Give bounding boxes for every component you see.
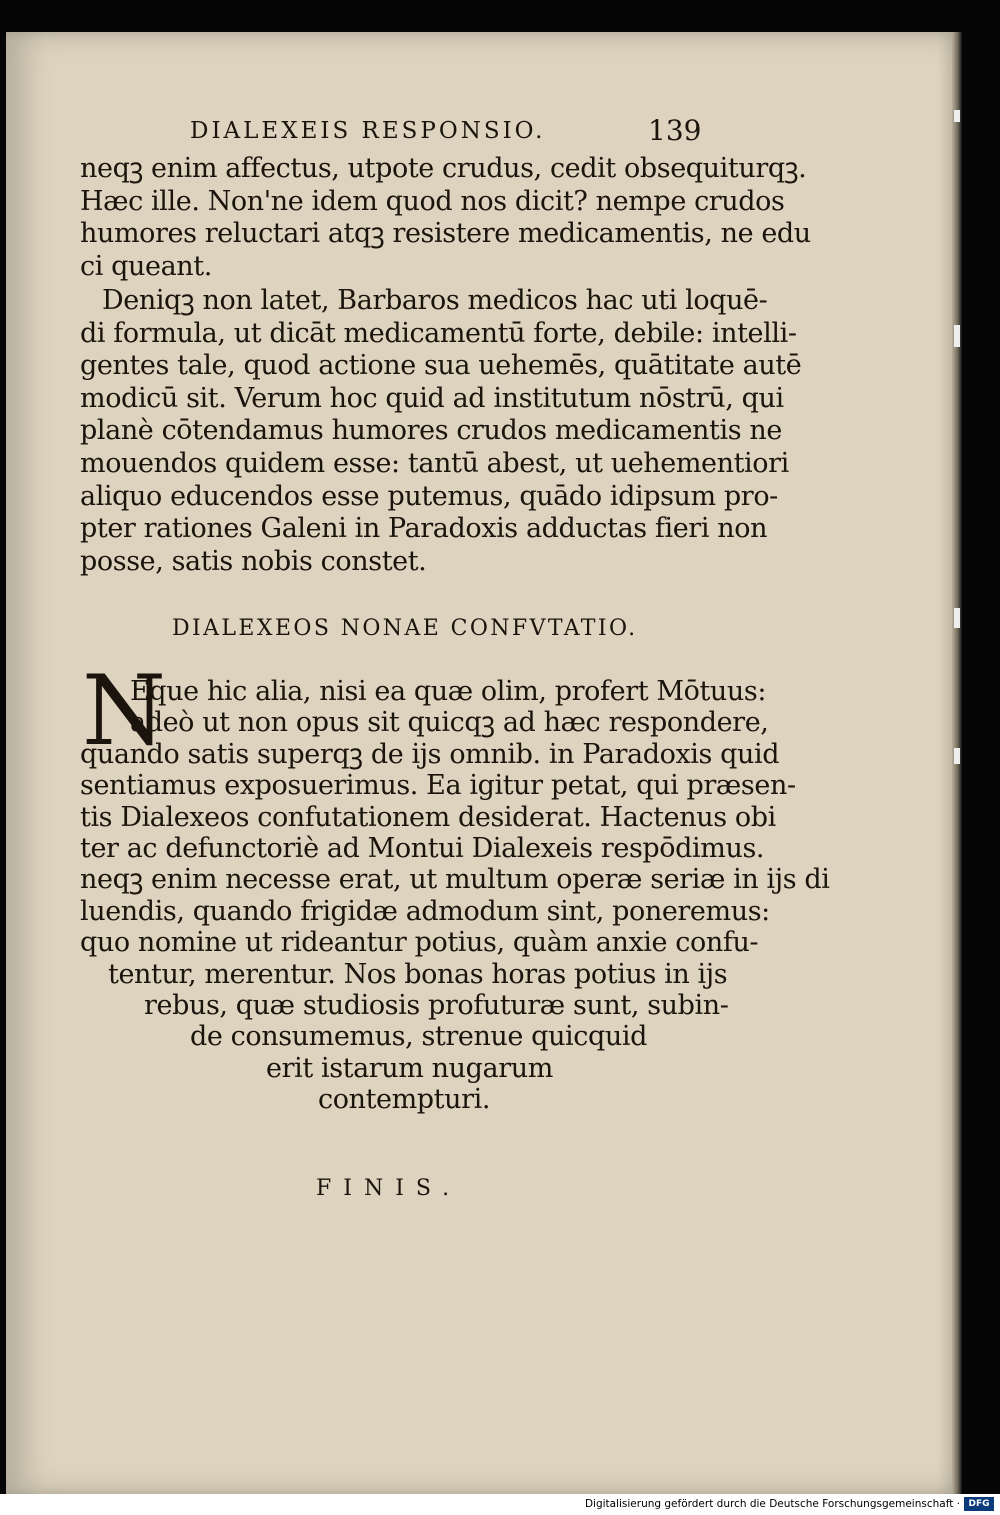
text-line: ter ac defunctoriè ad Montui Dialexeis respōdimus.: [80, 832, 765, 864]
text-line: erit istarum nugarum: [266, 1052, 553, 1084]
text-line: quo nomine ut rideantur potius, quàm anxie confu-: [80, 927, 759, 959]
text-line: tentur, merentur. Nos bonas horas potius in ijs: [108, 958, 728, 990]
text-line: Eque hic alia, nisi ea quæ olim, profert Mōtuus:: [130, 676, 767, 707]
text-line: neqꝫ enim necesse erat, ut multum operæ seriæ in ijs di: [80, 864, 830, 896]
paragraph-3: [80, 676, 830, 1115]
text-line: luendis, quando frigidæ admodum sint, poneremus:: [80, 895, 770, 927]
text-line: gentes tale, quod actione sua uehemēs, quātitate autē: [80, 350, 802, 382]
text-line: planè cōtendamus humores crudos medicamentis ne: [80, 415, 782, 447]
text-line: adeò ut non opus sit quicqꝫ ad hæc respondere,: [130, 707, 769, 739]
page-edge-mark: [954, 325, 960, 347]
text-line: mouendos quidem esse: tantū abest, ut uehementiori: [80, 447, 789, 479]
section-heading: DIALEXEOS NONAE CONFVTATIO.: [172, 616, 638, 641]
finis-colophon: FINIS.: [316, 1176, 462, 1201]
text-line: modicū sit. Verum hoc quid ad institutum nōstrū, qui: [80, 382, 784, 414]
text-line: sentiamus exposuerimus. Ea igitur petat, qui præsen-: [80, 770, 796, 802]
text-line: ci queant.: [80, 250, 212, 282]
text-line: pter rationes Galeni in Paradoxis adductas fieri non: [80, 513, 768, 545]
footer-credit: Digitalisierung gefördert durch die Deutsche Forschungsgemeinschaft ·: [584, 1498, 960, 1510]
text-line: tis Dialexeos confutationem desiderat. Hactenus obi: [80, 801, 776, 833]
text-line: aliquo educendos esse putemus, quādo idipsum pro-: [80, 480, 778, 512]
dfg-logo: DFG: [964, 1497, 994, 1511]
text-line: quando satis superqꝫ de ijs omnib. in Paradoxis quid: [80, 738, 780, 770]
text-line: de consumemus, strenue quicquid: [190, 1021, 648, 1053]
page-edge-mark: [954, 608, 960, 628]
text-line: contempturi.: [318, 1084, 491, 1116]
running-head: DIALEXEIS RESPONSIO.: [190, 118, 546, 144]
drop-cap-initial: N: [82, 655, 166, 767]
text-line: rebus, quæ studiosis profuturæ sunt, subin-: [144, 989, 729, 1021]
text-line: di formula, ut dicāt medicamentū forte, debile: intelli-: [80, 317, 797, 349]
paragraph-1: [80, 153, 811, 283]
text-line: Hæc ille. Non'ne idem quod nos dicit? nempe crudos: [80, 185, 785, 217]
page-edge-mark: [954, 110, 960, 122]
text-line: Deniqꝫ non latet, Barbaros medicos hac uti loquē-: [102, 285, 768, 316]
text-line: humores reluctari atqꝫ resistere medicamentis, ne edu: [80, 218, 811, 250]
page-edge-mark: [954, 748, 960, 764]
page-number: 139: [648, 114, 702, 147]
paragraph-2: [80, 285, 801, 578]
text-line: posse, satis nobis constet.: [80, 545, 427, 577]
text-line: neqꝫ enim affectus, utpote crudus, cedit obsequiturqꝫ.: [80, 153, 807, 184]
